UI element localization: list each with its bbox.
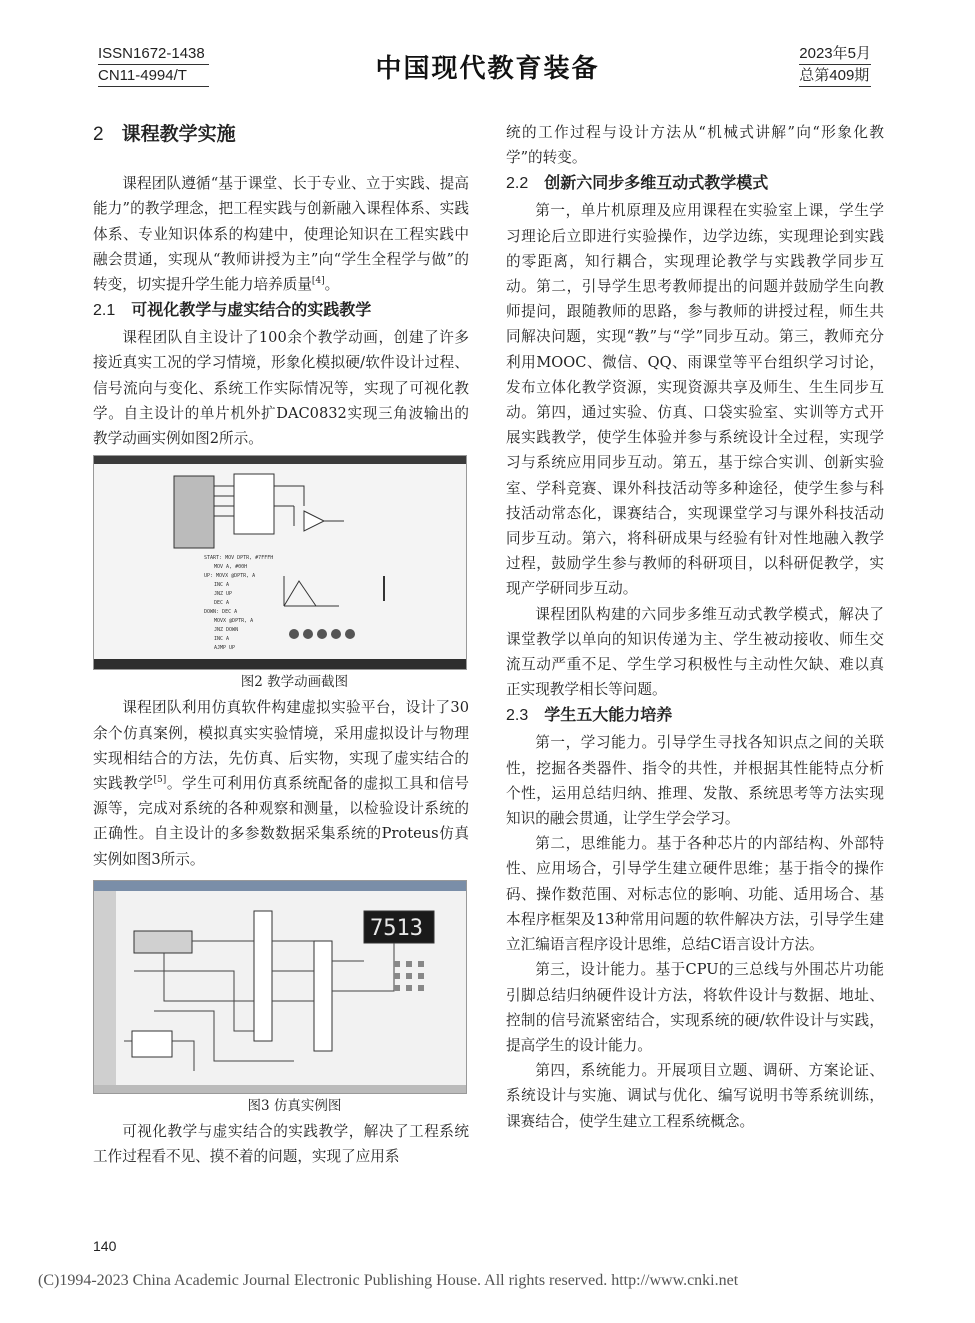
paragraph: 第二，思维能力。基于各种芯片的内部结构、外部特性、应用场合，引导学生建立硬件思维；基于指令的操作码、操作数范围、对标志位的影响、功能、适用场合、基本程序框架及13种常用问题的软件解决方法，引导学生建立汇编语言程序设计思维，总结C语言设计方法。 [506,835,884,954]
page-number: 140 [93,1238,117,1254]
svg-text:DOWN: DEC A: DOWN: DEC A [204,609,238,616]
svg-text:UP: MOVX @DPTR, A: UP: MOVX @DPTR, A [204,573,256,580]
section-heading [93,122,469,147]
citation: [4] [311,276,325,287]
svg-text:MOVX @DPTR, A: MOVX @DPTR, A [214,618,254,625]
paragraph: 可视化教学与虚实结合的实践教学，解决了工程系统工作过程看不见、摸不着的问题，实现了应用系 [93,1123,469,1166]
paragraph: 第四，系统能力。开展项目立题、调研、方案论证、系统设计与实施、调试与优化、编写说明书等系统训练，课赛结合，使学生建立工程系统概念。 [506,1062,884,1130]
subsection-heading-2-1 [93,299,469,323]
intro-text: 课程团队遵循“基于课堂、长于专业、立于实践、提高能力”的教学理念，把工程实践与创新融入课程体系、实践体系、专业知识体系的构建中，使理论知识在工程实践中融会贯通，实现从“教师讲授为主”向“学生全程学与做”的转变，切实提升学生能力培养质量 [93,175,469,294]
subsection-number: 2.2 [506,175,529,193]
svg-text:DEC A: DEC A [214,600,230,607]
subsection-title: 创新六同步多维互动式教学模式 [544,175,769,193]
issue-number: 总第409期 [799,65,871,87]
paragraph [93,695,469,871]
copyright-footer: (C)1994-2023 China Academic Journal Electronic Publishing House. All rights reserved. http://www.cnki.net [38,1272,739,1289]
left-column [93,112,469,1169]
paragraph: 课程团队构建的六同步多维互动式教学模式，解决了课堂教学以单向的知识传递为主、学生被动接收、师生交流互动严重不足、学生学习积极性与主动性欠缺、难以真正实现教学相长等问题。 [506,605,884,699]
paragraph-text: 课程团队利用仿真软件构建虚拟实验平台，设计了30余个仿真案例，模拟真实实验情境，采用虚拟设计与物理实现相结合的方法，先仿真、后实物，实现了虚实结合的实践教学 [93,699,469,793]
section-number: 2 [93,124,104,145]
right-column [506,120,884,1134]
subsection-title: 学生五大能力培养 [544,707,673,725]
subsection-title: 可视化教学与虚实结合的实践教学 [131,302,372,320]
svg-text:JNZ UP: JNZ UP [214,591,233,598]
subsection-heading-2-3 [506,704,884,728]
figure-2-caption: 图2 教学动画截图 [240,674,349,691]
paragraph: 第一，单片机原理及应用课程在实验室上课，学生学习理论后立即进行实验操作，边学边练，实现理论到实践的零距离，知行耦合，实现理论教学与实践教学同步互动。第二，引导学生思考教师提出的问题并鼓励学生向教师提问，跟随教师的思路，参与教师的讲授过程，师生共同解决问题，实现“教”与“学”同步互动。第三，教师充分利用MOOC、微信、QQ、雨课堂等平台组织学习讨论，发布立体化教学资源，实现资源共享及师生、生生同步互动。第四，通过实验、仿真、口袋实验室、实训等方式开展实践教学，使学生体验并参与系统设计全过程，实现学习与系统应用同步互动。第五，基于综合实训、创新实验室、学科竞赛、课外科技活动等多种途径，使学生参与科技活动常态化，课赛结合，实现课堂学习与课外科技活动同步互动。第六，将科研成果与经验有针对性地融入教学过程，鼓励学生参与教师的科研项目，以科研促教学，实现产学研同步互动。 [506,202,884,598]
issn: ISSN1672-1438 [98,43,209,65]
svg-text:MOV A, #00H: MOV A, #00H [214,564,248,571]
paragraph-continued: 统的工作过程与设计方法从“机械式讲解”向“形象化教学”的转变。 [506,124,884,167]
svg-text:JNZ DOWN: JNZ DOWN [214,627,239,634]
svg-text:INC A: INC A [214,582,230,589]
header-right [799,43,871,87]
intro-end: 。 [324,276,340,294]
figure-3-image [94,881,466,1093]
subsection-number: 2.3 [506,707,529,725]
paragraph: 课程团队自主设计了100余个教学动画，创建了许多接近真实工况的学习情境，形象化模拟硬/软件设计过程、信号流向与变化、系统工作实际情况等，实现了可视化教学。自主设计的单片机外扩DAC0832实现三角波输出的教学动画实例如图2所示。 [93,329,469,448]
figure-3-simulation [93,880,467,1094]
section-title: 课程教学实施 [121,124,236,145]
issue-date: 2023年5月 [799,43,871,65]
svg-text:AJMP UP: AJMP UP [214,645,236,652]
paragraph-text: 。学生可利用仿真系统配备的虚拟工具和信号源等，完成对系统的各种观察和测量，以检验设计系统的正确性。自主设计的多参数数据采集系统的Proteus仿真实例如图3所示。 [93,775,469,868]
citation: [5] [153,775,167,786]
paragraph: 第三，设计能力。基于CPU的三总线与外围芯片功能引脚总结归纳硬件设计方法，将软件设计与数据、地址、控制的信号流紧密结合，实现系统的硬/软件设计与实践，提高学生的设计能力。 [506,961,884,1054]
svg-text:INC A: INC A [214,636,230,643]
figure-3-caption: 图3 仿真实例图 [247,1097,342,1114]
seven-segment-display: 7513 [370,915,423,941]
figure-2-animation-screenshot [93,455,467,670]
paragraph: 第一，学习能力。引导学生寻找各知识点之间的关联性，挖掘各类器件、指令的共性，并根据其性能特点分析个性，运用总结归纳、推理、发散、系统思考等方法实现知识的融会贯通，让学生学会学习。 [506,734,884,828]
section-intro-paragraph [93,171,469,297]
journal-title: 中国现代教育装备 [375,54,600,84]
subsection-number: 2.1 [93,302,116,320]
svg-text:START: MOV DPTR, #7FFFH: START: MOV DPTR, #7FFFH [204,555,274,562]
subsection-heading-2-2 [506,172,884,196]
figure-2-image [94,456,466,669]
cn-number: CN11-4994/T [98,65,209,87]
